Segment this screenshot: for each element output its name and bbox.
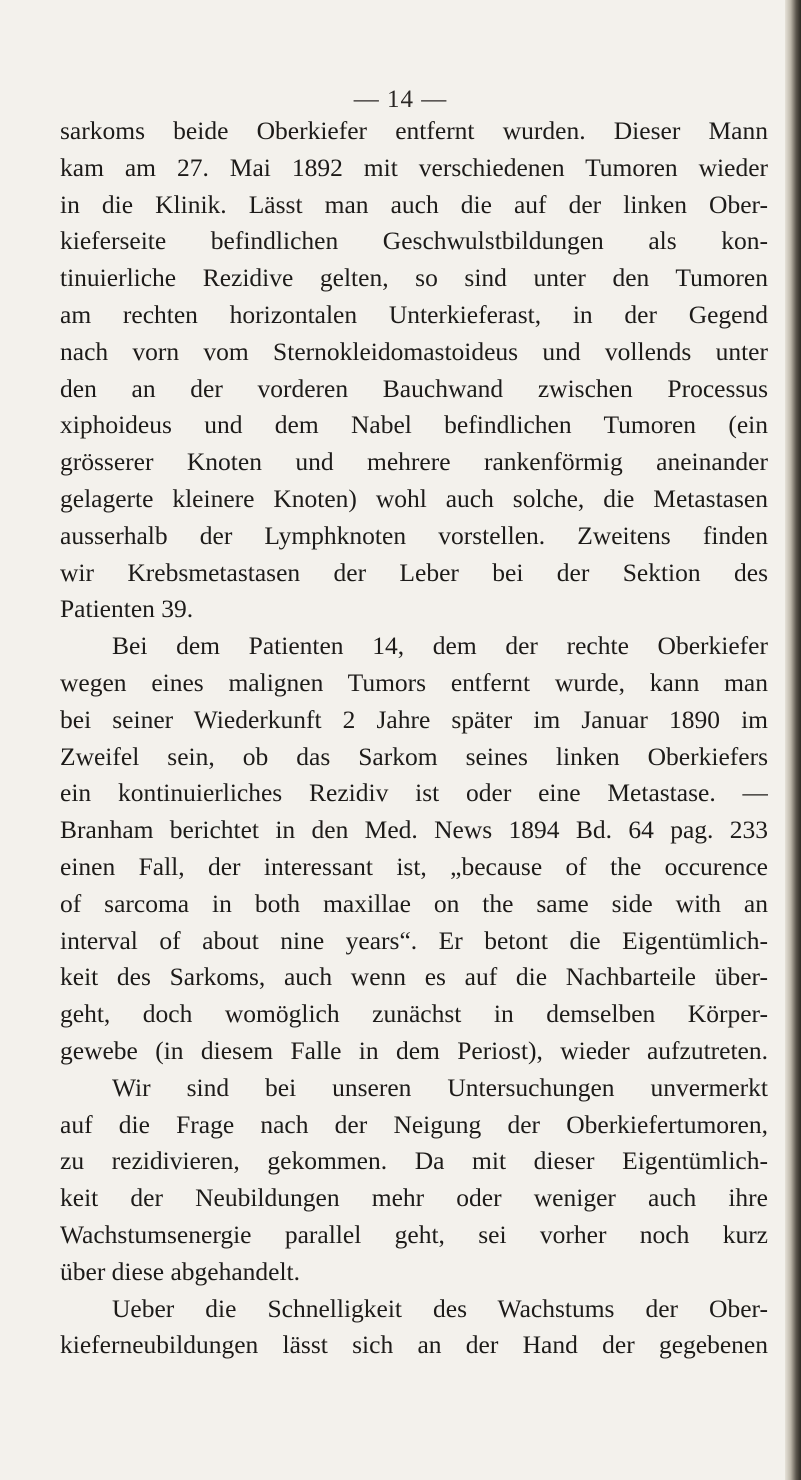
text-line: einen Fall, der interessant ist, „because of the occurence [60, 851, 768, 881]
text-line: auf die Frage nach der Neigung der Oberkiefertumoren, [60, 1109, 768, 1139]
text-line: ein kontinuierliches Rezidiv ist oder eine Metastase. — [60, 778, 768, 808]
text-line: Ueber die Schnelligkeit des Wachstums der Ober- [112, 1293, 768, 1323]
text-line: Patienten 39. [60, 594, 194, 624]
text-line: zu rezidivieren, gekommen. Da mit dieser Eigentümlich- [60, 1146, 768, 1176]
page-edge-shadow [785, 0, 801, 1480]
text-line: in die Klinik. Lässt man auch die auf der linken Ober- [60, 189, 768, 219]
text-line: sarkoms beide Oberkiefer entfernt wurden. Dieser Mann [60, 116, 768, 145]
text-line: Branham berichtet in den Med. News 1894 Bd. 64 pag. 233 [60, 815, 768, 845]
text-line: grösserer Knoten und mehrere rankenförmig aneinander [60, 447, 768, 477]
text-line: gewebe (in diesem Falle in dem Periost), wieder aufzutreten. [60, 1035, 768, 1065]
text-line: gelagerte kleinere Knoten) wohl auch solche, die Metastasen [60, 483, 768, 513]
text-line: wir Krebsmetastasen der Leber bei der Sektion des [60, 557, 768, 587]
text-line: wegen eines malignen Tumors entfernt wurde, kann man [60, 667, 768, 697]
text-line: kam am 27. Mai 1892 mit verschiedenen Tumoren wieder [60, 152, 768, 182]
text-line: den an der vorderen Bauchwand zwischen Processus [60, 373, 768, 403]
text-line: geht, doch womöglich zunächst in demselben Körper- [60, 999, 768, 1029]
text-line: am rechten horizontalen Unterkieferast, in der Gegend [60, 299, 768, 329]
text-line: Bei dem Patienten 14, dem der rechte Oberkiefer [112, 631, 768, 661]
text-line: xiphoideus und dem Nabel befindlichen Tumoren (ein [60, 410, 768, 440]
text-line: interval of about nine years“. Er betont die Eigentümlich- [60, 925, 768, 955]
text-line: über diese abgehandelt. [60, 1256, 301, 1286]
text-line: Zweifel sein, ob das Sarkom seines linken Oberkiefers [60, 741, 768, 771]
text-line: keit des Sarkoms, auch wenn es auf die Nachbarteile über- [60, 962, 768, 992]
text-line: bei seiner Wiederkunft 2 Jahre später im Januar 1890 im [60, 704, 768, 734]
page-number: — 14 — [353, 86, 448, 113]
text-line: tinuierliche Rezidive gelten, so sind unter den Tumoren [60, 263, 768, 293]
text-line: of sarcoma in both maxillae on the same side with an [60, 888, 768, 918]
text-line: ausserhalb der Lymphknoten vorstellen. Zweitens finden [60, 520, 768, 550]
text-line: kieferseite befindlichen Geschwulstbildungen als kon- [60, 226, 768, 256]
body-text [60, 113, 768, 1364]
text-line: Wir sind bei unseren Untersuchungen unvermerkt [112, 1072, 768, 1102]
text-line: nach vorn vom Sternokleidomastoideus und vollends unter [60, 336, 768, 366]
text-line: Wachstumsenergie parallel geht, sei vorher noch kurz [60, 1219, 768, 1249]
text-line: keit der Neubildungen mehr oder weniger auch ihre [60, 1183, 768, 1213]
text-line: kieferneubildungen lässt sich an der Hand der gegebenen [60, 1330, 768, 1360]
